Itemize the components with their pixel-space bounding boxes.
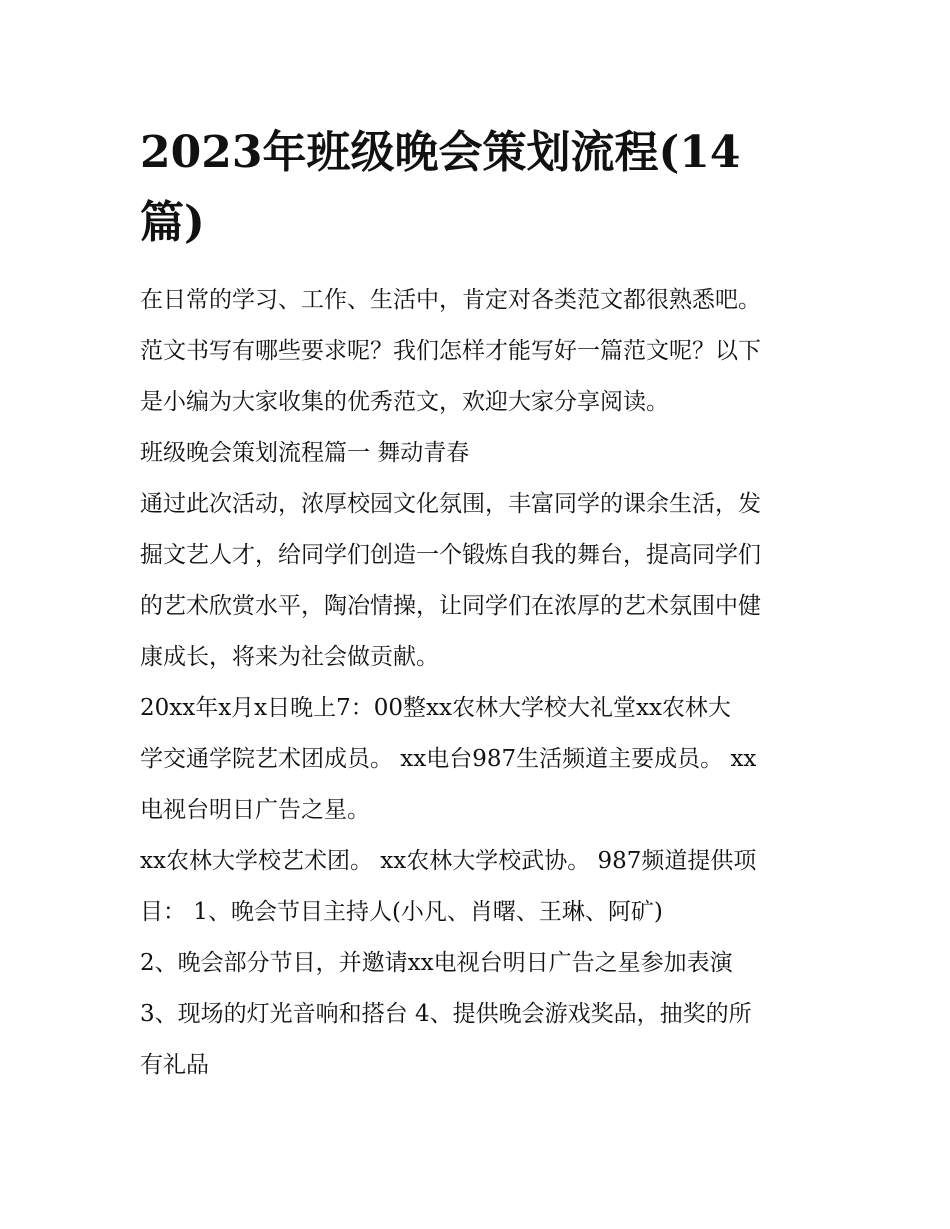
paragraph-line: 目： 1、晚会节目主持人(小凡、肖曙、王琳、阿矿) bbox=[140, 899, 663, 925]
paragraph-line: 3、现场的灯光音响和搭台 4、提供晚会游戏奖品，抽奖的所 bbox=[140, 1001, 752, 1027]
title-line-1: 2023年班级晚会策划流程(14 bbox=[140, 127, 741, 178]
paragraph-line: 的艺术欣赏水平，陶冶情操，让同学们在浓厚的艺术氛围中健 bbox=[140, 593, 761, 619]
paragraph-line: 通过此次活动，浓厚校园文化氛围，丰富同学的课余生活，发 bbox=[140, 491, 761, 517]
intro-line-1: 在日常的学习、工作、生活中，肯定对各类范文都很熟悉吧。 bbox=[140, 287, 761, 313]
paragraph-line: 20xx年x月x日晚上7：00整xx农林大学校大礼堂xx农林大 bbox=[140, 695, 731, 721]
paragraph-line: 电视台明日广告之星。 bbox=[140, 797, 370, 823]
paragraph-line: 康成长，将来为社会做贡献。 bbox=[140, 644, 439, 670]
paragraph-line: 有礼品 bbox=[140, 1052, 209, 1078]
section-heading: 班级晚会策划流程篇一 舞动青春 bbox=[140, 440, 470, 466]
paragraph-line: 学交通学院艺术团成员。 xx电台987生活频道主要成员。 xx bbox=[140, 746, 757, 772]
paragraph-line: 2、晚会部分节目，并邀请xx电视台明日广告之星参加表演 bbox=[140, 950, 733, 976]
paragraph-line: 掘文艺人才，给同学们创造一个锻炼自我的舞台，提高同学们 bbox=[140, 542, 761, 568]
intro-line-2: 范文书写有哪些要求呢？我们怎样才能写好一篇范文呢？以下 bbox=[140, 338, 761, 364]
document-title bbox=[140, 118, 820, 258]
intro-line-3: 是小编为大家收集的优秀范文，欢迎大家分享阅读。 bbox=[140, 389, 669, 415]
paragraph-line: xx农林大学校艺术团。 xx农林大学校武协。 987频道提供项 bbox=[140, 848, 757, 874]
title-line-2: 篇) bbox=[140, 197, 205, 248]
